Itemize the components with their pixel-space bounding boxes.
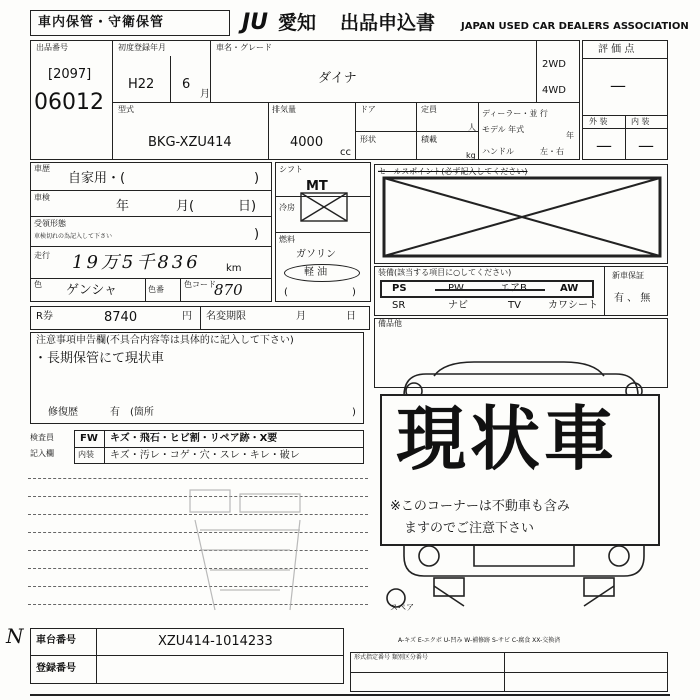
registration-month: 6 <box>182 77 191 92</box>
displacement-value: 4000 <box>290 135 324 150</box>
drive-4wd: 4WD <box>542 85 566 96</box>
color-code-label: 色コード <box>184 280 216 289</box>
name-change-month: 月 <box>296 311 306 322</box>
stamp-note-2: ますのでご注意下さい <box>404 521 535 536</box>
fuel-label: 燃料 <box>279 235 295 244</box>
fuel-diesel: 軽 油 <box>304 267 328 278</box>
receipt-close: ) <box>254 227 260 242</box>
capacity-label: 定員 <box>421 105 437 114</box>
entry-label: 記入欄 <box>30 449 54 458</box>
recycle-unit: 円 <box>182 311 192 322</box>
stamp-note-1: ※このコーナーは不動車も含み <box>390 499 570 514</box>
handle-options: 左・右 <box>540 147 564 156</box>
notes-line1: ・長期保管にて現状車 <box>34 351 165 366</box>
equip-navi: ナビ <box>448 300 468 311</box>
history-value: 自家用・( <box>68 171 126 186</box>
branch-name: 愛知 <box>278 12 317 34</box>
fuel-other-close: ) <box>352 287 356 298</box>
receipt-note: 車検切れの為記入して下さい <box>34 233 113 240</box>
car-name: ダイナ <box>318 71 357 86</box>
interior-check-label: 内装 <box>78 450 94 459</box>
mileage-handwritten: 19万5千836 <box>72 252 201 273</box>
recycle-label: R券 <box>36 311 53 322</box>
name-change-label: 名変期限 <box>206 311 246 322</box>
interior-dash: — <box>638 136 654 155</box>
mileage-label: 走行 <box>34 251 50 260</box>
equip-pw: PW <box>448 283 464 294</box>
bottom-right-label: 形式指定番号 類別区分番号 <box>354 654 428 661</box>
interior-label: 内 装 <box>631 117 650 126</box>
equip-airbag: エアB <box>500 283 527 294</box>
equipment-label: 装備(該当する項目に○してください) <box>378 268 512 277</box>
color-number-label: 色番 <box>148 285 164 294</box>
fuel-other-open: ( <box>284 287 288 298</box>
lot-label: 出品番号 <box>36 43 68 52</box>
receipt-label: 受領形態 <box>34 219 66 228</box>
chassis-label: 車台番号 <box>36 635 76 646</box>
fw-items: キズ・飛石・ヒビ割・リペア跡・X要 <box>110 433 278 444</box>
spare-label: スペア <box>390 603 414 612</box>
inspection-year-unit: 年 <box>116 199 130 214</box>
stamp-big-text: 現状車 <box>396 398 618 480</box>
car-name-label: 車名・グレード <box>216 43 272 52</box>
drive-2wd: 2WD <box>542 59 566 70</box>
rating-label: 評 価 点 <box>598 44 635 55</box>
year-unit: 年 <box>566 131 574 140</box>
shape-label: 形状 <box>360 135 376 144</box>
shift-label: シフト <box>279 165 303 174</box>
new-record-label: 新車保証 <box>612 271 644 280</box>
name-change-day: 日 <box>346 311 356 322</box>
load-unit: kg <box>466 151 476 160</box>
shift-cross <box>300 192 348 222</box>
inspection-label: 車検 <box>34 193 50 202</box>
type-value: BKG-XZU414 <box>148 135 232 150</box>
exterior-label: 外 装 <box>589 117 608 126</box>
other-label: 備品他 <box>378 319 402 328</box>
equip-ps: PS <box>392 283 407 294</box>
dealer-label: ディーラー・並 行 <box>482 109 548 118</box>
exterior-dash: — <box>596 136 612 155</box>
repair-location: (箇所 <box>130 407 154 418</box>
form-title: 出品申込書 <box>340 12 436 34</box>
notes-title: 注意事項申告欄(不具合内容等は具体的に記入して下さい) <box>36 335 294 346</box>
capacity-unit: 人 <box>468 123 476 132</box>
lot-sub-number: [2097] <box>48 67 92 82</box>
history-label: 車歴 <box>34 164 50 173</box>
load-label: 積載 <box>421 135 437 144</box>
fw-label: FW <box>80 433 98 444</box>
fuel-gasoline: ガソリン <box>296 249 336 260</box>
registration-month-unit: 月 <box>200 89 210 100</box>
displacement-label: 排気量 <box>272 105 296 114</box>
recycle-value: 8740 <box>104 310 138 325</box>
color-code-value: 870 <box>214 281 243 299</box>
interior-items: キズ・汚レ・コゲ・穴・スレ・キレ・破レ <box>110 450 300 461</box>
color-label: 色 <box>34 280 42 289</box>
shift-value: MT <box>306 179 328 194</box>
chassis-value: XZU414-1014233 <box>158 634 273 649</box>
repair-close: ) <box>352 407 356 418</box>
inspection-month-day: 月( <box>176 199 195 214</box>
storage-label: 車内保管・守衛保管 <box>38 15 165 30</box>
repair-value: 有 <box>110 407 120 418</box>
repair-label: 修復歴 <box>48 407 78 418</box>
mileage-unit: km <box>226 263 242 274</box>
ju-logo: JU <box>242 10 269 35</box>
selling-points-label: セールスポイント(必ず記入してください) <box>378 167 528 176</box>
model-year-label: モデル 年式 <box>482 125 525 134</box>
faded-stamp <box>180 480 330 630</box>
equip-aw: AW <box>560 283 579 294</box>
handle-label: ハンドル <box>482 147 514 156</box>
equip-tv: TV <box>508 300 521 311</box>
equip-sr: SR <box>392 300 406 311</box>
registration-year: H22 <box>128 77 155 92</box>
selling-points-cross <box>380 176 664 260</box>
inspector-label: 検査員 <box>30 433 54 442</box>
displacement-unit: cc <box>340 147 351 158</box>
rating-dash: — <box>610 76 626 95</box>
association-name: JAPAN USED CAR DEALERS ASSOCIATION <box>461 21 689 32</box>
margin-mark: N <box>6 624 24 648</box>
history-close: ) <box>254 171 260 186</box>
registration-number-label: 登録番号 <box>36 663 76 674</box>
type-label: 型式 <box>118 105 134 114</box>
aircon-label: 冷房 <box>279 203 295 212</box>
color-value: ゲンシャ <box>66 283 118 298</box>
inspection-day-unit: 日) <box>238 199 257 214</box>
lot-number: 06012 <box>34 90 104 115</box>
door-label: ドア <box>360 105 376 114</box>
registration-label: 初度登録年月 <box>118 43 166 52</box>
equip-seat: カワシート <box>548 300 598 311</box>
new-record-options: 有 、 無 <box>614 293 651 304</box>
damage-legend: A-キズ E-エクボ U-凹み W-補修跡 S-サビ C-腐食 XX-交換済 <box>398 637 561 644</box>
